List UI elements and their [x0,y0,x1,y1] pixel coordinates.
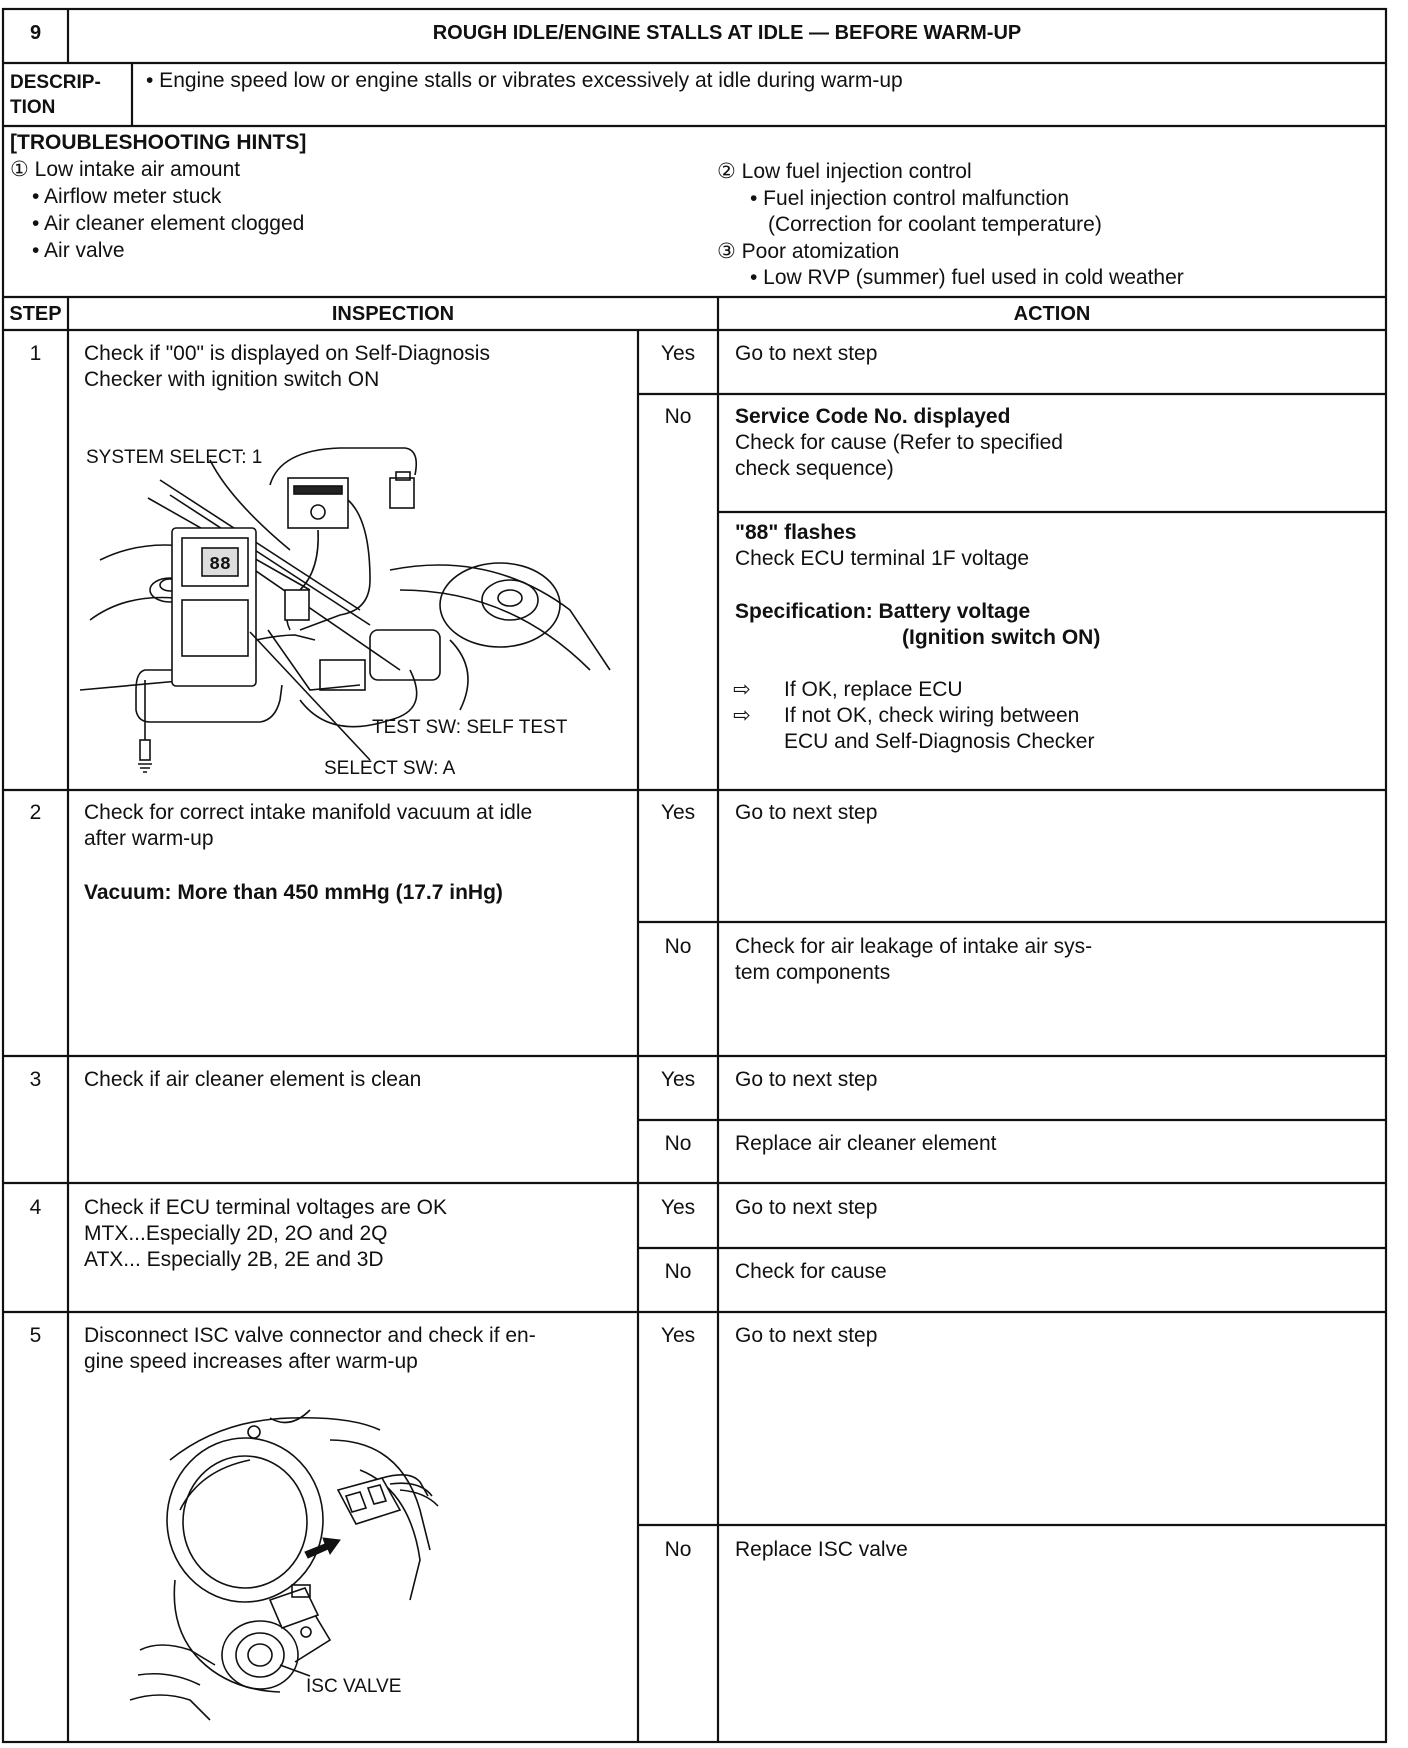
direction-arrow-icon [305,1538,340,1558]
hint-left-1: ① Low intake air amount [10,158,241,181]
step-4-no: No [664,1260,692,1283]
label-isc-valve: ISC VALVE [306,1676,402,1697]
step-1-yes: Yes [660,342,696,365]
step-5-inspection-line1: Disconnect ISC valve connector and check if en- [84,1324,536,1347]
step-2-yes: Yes [660,801,696,824]
hint-left-3: • Air cleaner element clogged [32,212,305,235]
step-3-no: No [664,1132,692,1155]
isc-valve-illustration [120,1400,480,1730]
hint-left-2: • Airflow meter stuck [32,185,222,208]
step-1-inspection-line1: Check if "00" is displayed on Self-Diagnosis [84,342,490,365]
step-2-yes-action: Go to next step [735,801,878,824]
step-4-yes: Yes [660,1196,696,1219]
hint-right-2: • Fuel injection control malfunction [750,187,1070,210]
label-select-sw: SELECT SW: A [324,758,456,779]
description-text: • Engine speed low or engine stalls or vibrates excessively at idle during warm-up [146,69,903,92]
step-3-number: 3 [29,1068,42,1091]
step-5-number: 5 [29,1324,42,1347]
description-label [10,70,101,120]
hint-left-4: • Air valve [32,239,125,262]
description-label-line1: DESCRIP- [10,72,101,93]
step-5-yes-action: Go to next step [735,1324,878,1347]
hint-right-3: (Correction for coolant temperature) [768,213,1102,236]
column-header-action: ACTION [1013,303,1091,325]
step-4-inspection-line3: ATX... Especially 2B, 2E and 3D [84,1248,384,1271]
step-3-inspection-line1: Check if air cleaner element is clean [84,1068,422,1091]
step-2-no-action-line1: Check for air leakage of intake air sys- [735,935,1093,958]
step-4-inspection-line2: MTX...Especially 2D, 2O and 2Q [84,1222,388,1245]
step-1-no-a-title: Service Code No. displayed [735,405,1011,428]
step-2-number: 2 [29,801,42,824]
label-system-select: SYSTEM SELECT: 1 [86,447,263,468]
page-title: ROUGH IDLE/ENGINE STALLS AT IDLE — BEFORE WARM-UP [432,22,1022,44]
checker-display-digits: 88 [209,555,231,575]
step-2-spec: Vacuum: More than 450 mmHg (17.7 inHg) [84,881,503,904]
step-5-no-action: Replace ISC valve [735,1538,908,1561]
column-header-step: STEP [9,303,62,325]
step-1-no: No [664,405,692,428]
step-1-inspection-line2: Checker with ignition switch ON [84,368,380,391]
step-2-inspection-line2: after warm-up [84,827,214,850]
step-1-no-a-line1: Check for cause (Refer to specified [735,431,1063,454]
chart-number: 9 [29,22,42,44]
step-5-no: No [664,1538,692,1561]
arrow-icon: ⇨ [733,678,751,701]
step-4-yes-action: Go to next step [735,1196,878,1219]
step-3-no-action: Replace air cleaner element [735,1132,997,1155]
column-header-inspection: INSPECTION [331,303,455,325]
step-1-no-b-title: "88" flashes [735,521,857,544]
arrow-icon: ⇨ [733,704,751,727]
step-1-arrow1: If OK, replace ECU [784,678,963,701]
step-3-yes: Yes [660,1068,696,1091]
step-2-inspection-line1: Check for correct intake manifold vacuum at idle [84,801,533,824]
step-5-inspection-line2: gine speed increases after warm-up [84,1350,418,1373]
step-1-no-b-line: Check ECU terminal 1F voltage [735,547,1030,570]
step-5-yes: Yes [660,1324,696,1347]
step-1-yes-action: Go to next step [735,342,878,365]
hints-title: [TROUBLESHOOTING HINTS] [10,131,307,154]
step-4-no-action: Check for cause [735,1260,887,1283]
label-test-sw: TEST SW: SELF TEST [372,717,568,738]
step-1-no-a-line2: check sequence) [735,457,894,480]
step-1-number: 1 [29,342,42,365]
step-1-arrow2a: If not OK, check wiring between [784,704,1080,727]
description-label-line2: TION [10,97,56,118]
step-1-spec-line2: (Ignition switch ON) [902,626,1101,649]
self-diagnosis-checker-illustration [70,440,636,790]
step-2-no-action-line2: tem components [735,961,891,984]
step-4-inspection-line1: Check if ECU terminal voltages are OK [84,1196,447,1219]
step-1-spec-line1: Specification: Battery voltage [735,600,1031,623]
step-4-number: 4 [29,1196,42,1219]
step-1-arrow2b: ECU and Self-Diagnosis Checker [784,730,1095,753]
step-3-yes-action: Go to next step [735,1068,878,1091]
hint-right-4: ③ Poor atomization [717,240,900,263]
hint-right-1: ② Low fuel injection control [717,160,972,183]
hint-right-5: • Low RVP (summer) fuel used in cold weather [750,266,1184,289]
step-2-no: No [664,935,692,958]
